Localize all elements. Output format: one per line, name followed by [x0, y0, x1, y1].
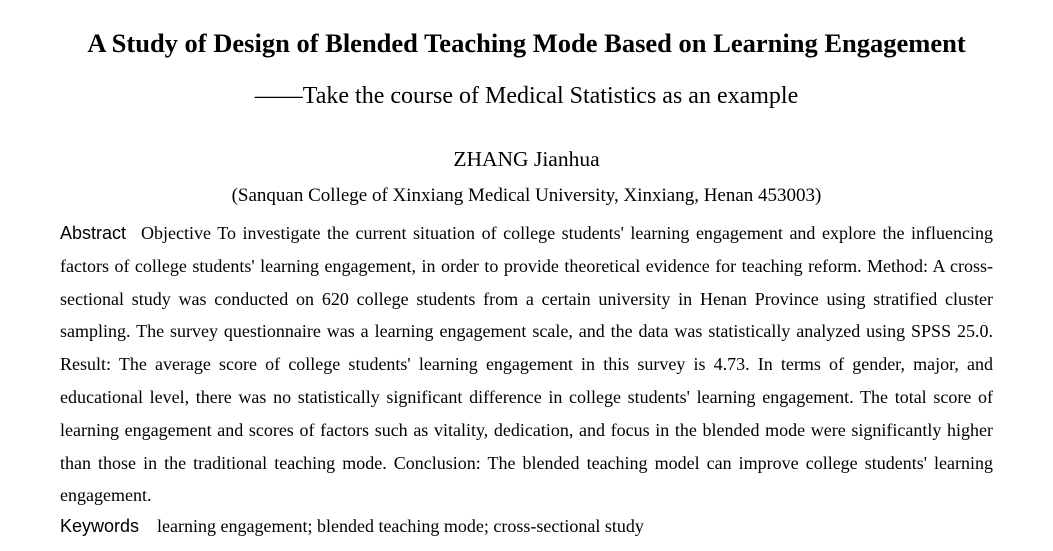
abstract-label: Abstract: [60, 223, 127, 243]
keywords-label: Keywords: [60, 516, 140, 536]
paper-subtitle: ——Take the course of Medical Statistics as an example: [254, 83, 799, 109]
author-name: ZHANG Jianhua: [453, 147, 600, 171]
keywords-section: [60, 511, 993, 541]
paper-title: A Study of Design of Blended Teaching Mode Based on Learning Engagement: [87, 28, 966, 58]
abstract-text: Objective To investigate the current situation of college students' learning engagement and explore the influencing factors of college students' learning engagement, in order to provide theoretical evidence for teaching reform. Method: A cross-sectional study was conducted on 620 college students from a certain university in Henan Province using stratified cluster sampling. The survey questionnaire was a learning engagement scale, and the data was statistically analyzed using SPSS 25.0. Result: The average score of college students' learning engagement in this survey is 4.73. In terms of gender, major, and educational level, there was no statistically significant difference in college students' learning engagement. The total score of learning engagement and scores of factors such as vitality, dedication, and focus in the blended mode were significantly higher than those in the traditional teaching mode. Conclusion: The blended teaching model can improve college students' learning engagement.: [60, 223, 993, 506]
abstract-section: [60, 217, 993, 512]
author-affiliation: (Sanquan College of Xinxiang Medical University, Xinxiang, Henan 453003): [231, 185, 822, 206]
keywords-text: learning engagement; blended teaching mode; cross-sectional study: [157, 516, 644, 536]
